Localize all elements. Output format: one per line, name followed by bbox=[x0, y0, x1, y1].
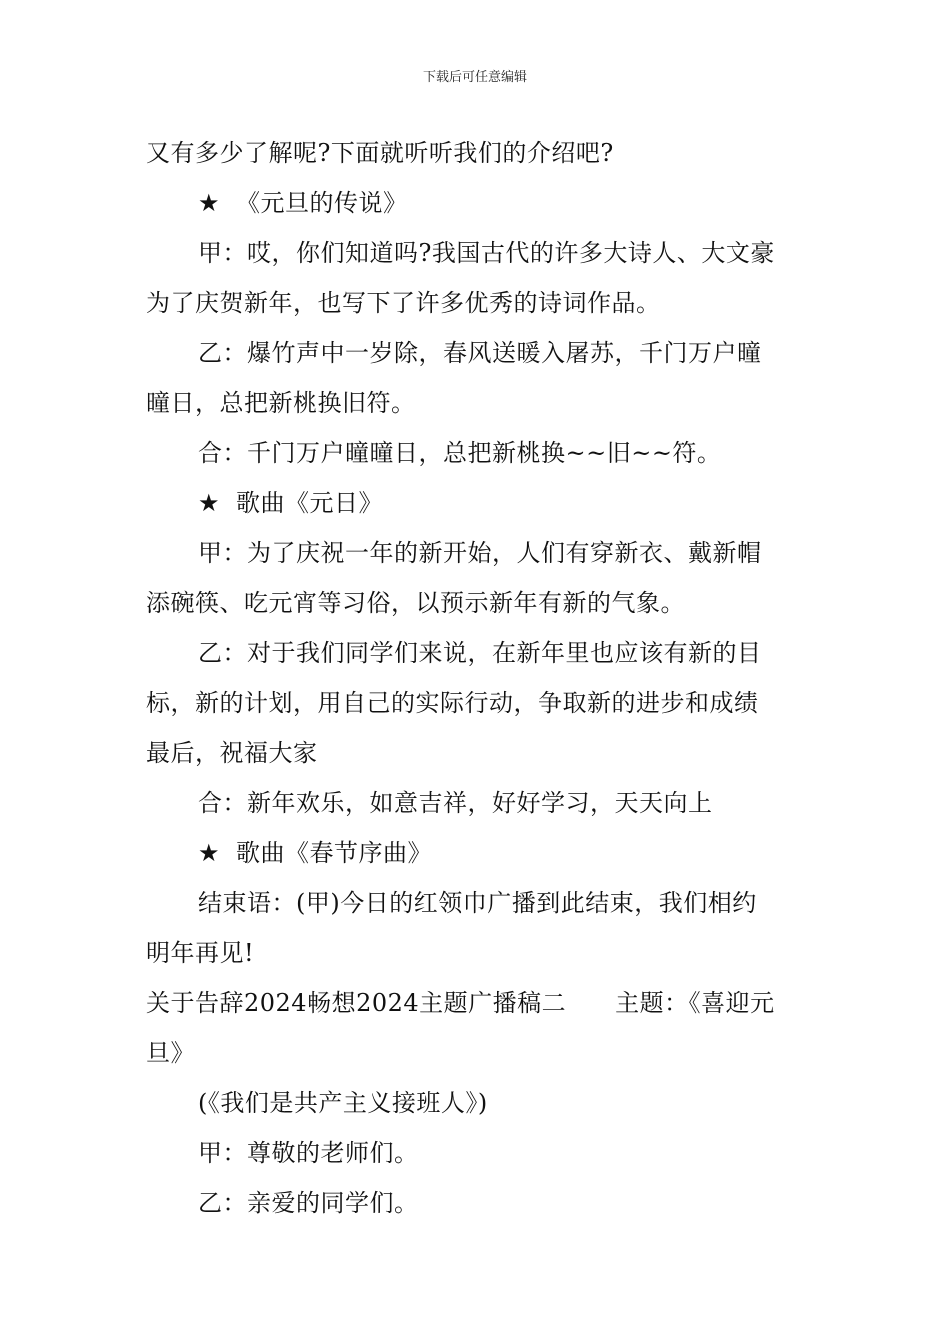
paragraph-line bbox=[146, 683, 810, 718]
paragraph-line bbox=[146, 1133, 862, 1168]
paragraph-line bbox=[146, 733, 810, 768]
line-text: 旦》 bbox=[146, 1039, 195, 1067]
line-text: 标，新的计划，用自己的实际行动，争取新的进步和成绩 bbox=[146, 689, 759, 717]
paragraph-line bbox=[146, 1033, 810, 1068]
paragraph-line bbox=[146, 583, 810, 618]
line-text: 最后，祝福大家 bbox=[146, 739, 318, 767]
paragraph-line bbox=[146, 983, 810, 1018]
paragraph-line bbox=[146, 333, 862, 368]
paragraph-line bbox=[146, 1183, 862, 1218]
star-icon: ★ bbox=[198, 189, 221, 217]
line-text: (《我们是共产主义接班人》) bbox=[198, 1089, 488, 1117]
line-text: 甲：尊敬的老师们。 bbox=[198, 1139, 419, 1167]
paragraph-line bbox=[146, 383, 810, 418]
line-text: 歌曲《元日》 bbox=[236, 489, 383, 517]
paragraph-line bbox=[146, 283, 810, 318]
star-icon: ★ bbox=[198, 489, 221, 517]
paragraph-line bbox=[146, 483, 862, 518]
line-text: 歌曲《春节序曲》 bbox=[236, 839, 432, 867]
line-text: 明年再见! bbox=[146, 939, 255, 967]
line-text: 乙：亲爱的同学们。 bbox=[198, 1189, 419, 1217]
line-text: 为了庆贺新年，也写下了许多优秀的诗词作品。 bbox=[146, 289, 661, 317]
line-text: 曈日，总把新桃换旧符。 bbox=[146, 389, 416, 417]
paragraph-line bbox=[146, 183, 862, 218]
line-text: 添碗筷、吃元宵等习俗，以预示新年有新的气象。 bbox=[146, 589, 685, 617]
line-text: 又有多少了解呢?下面就听听我们的介绍吧? bbox=[146, 139, 614, 167]
line-text: 合：新年欢乐，如意吉祥，好好学习，天天向上 bbox=[198, 789, 713, 817]
paragraph-line bbox=[146, 233, 862, 268]
paragraph-line bbox=[146, 633, 862, 668]
page-header: 下载后可任意编辑 bbox=[422, 70, 527, 85]
line-text: 甲：为了庆祝一年的新开始，人们有穿新衣、戴新帽 bbox=[198, 539, 762, 567]
line-text: 结束语：(甲)今日的红领巾广播到此结束，我们相约 bbox=[198, 889, 757, 917]
paragraph-line bbox=[146, 133, 810, 168]
line-text: 乙：对于我们同学们来说，在新年里也应该有新的目 bbox=[198, 639, 762, 667]
paragraph-line bbox=[146, 833, 862, 868]
paragraph-line bbox=[146, 933, 810, 968]
paragraph-line bbox=[146, 783, 862, 818]
paragraph-line bbox=[146, 883, 862, 918]
line-text: 甲：哎，你们知道吗?我国古代的许多大诗人、大文豪 bbox=[198, 239, 775, 267]
line-text: 合：千门万户曈曈日，总把新桃换~~旧~~符。 bbox=[198, 439, 722, 467]
star-icon: ★ bbox=[198, 839, 221, 867]
paragraph-line bbox=[146, 1083, 862, 1118]
paragraph-line bbox=[146, 433, 862, 468]
line-text: 乙：爆竹声中一岁除，春风送暖入屠苏，千门万户曈 bbox=[198, 339, 762, 367]
paragraph-line bbox=[146, 533, 862, 568]
line-text: 《元旦的传说》 bbox=[236, 189, 408, 217]
line-text: 关于告辞2024畅想2024主题广播稿二 主题：《喜迎元 bbox=[146, 989, 775, 1017]
